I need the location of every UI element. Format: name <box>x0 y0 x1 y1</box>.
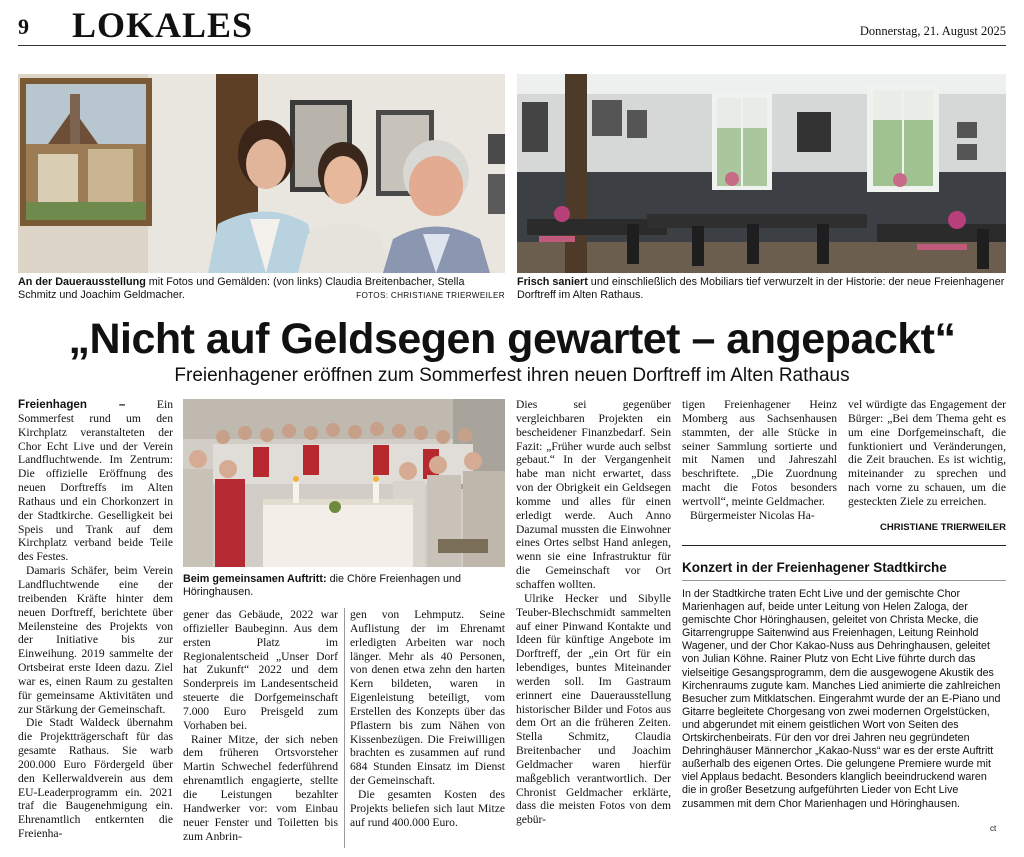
photo-choirs-image <box>183 399 505 567</box>
article-author: CHRISTIANE TRIERWEILER <box>880 522 1006 533</box>
photo-room-caption-lead: Frisch saniert <box>517 276 588 288</box>
photo-exhibition-caption-text: mit Fotos und Gemälden: (von links) Claudia Breitenbacher, Stella Schmitz und Joachim Geldmacher. <box>18 276 465 301</box>
article-paragraph: Die gesamten Kosten des Projekts beliefen sich laut Mitze auf rund 400.000 Euro. <box>350 787 505 829</box>
photo-choirs-caption <box>183 573 505 599</box>
photo-exhibition <box>18 74 505 273</box>
article-paragraph: vel würdigte das Engagement der Bürger: „Bei dem Thema geht es um eine Dorfgemeinschaft, die funktioniert und Veränderungen, die Zeit brauchen. Es ist wichtig, miteinander zu sprechen und nach vorne zu schauen, um die gesteckten Ziele zu erreichen. <box>848 398 1006 508</box>
sidebar-title-rule <box>682 580 1006 581</box>
article-headline: „Nicht auf Geldsegen gewartet – angepackt“ <box>68 315 956 363</box>
article-paragraph <box>18 398 173 564</box>
paragraph-text: Ein Sommerfest rund um den Kirchplatz veranstalteten der Chor Echt Live und der Verein Landfluchtwende. Im Zentrum: Die offizielle Eröffnung des neuen Dorftreffs im Alten Rathaus und ein Chorkonzert in der Stadtkirche. Geselligkeit bei Speis und Trank auf dem Kirchplatz verband beide Teile des Festes. <box>18 398 173 564</box>
dateline: Freienhagen – <box>18 398 126 411</box>
photo-room-caption-text: und einschließlich des Mobiliars tief verwurzelt in der Historie: der neue Freienhagener Dorftreff im Alten Rathaus. <box>517 276 1005 301</box>
article-paragraph: Dies sei gegenüber vergleichbaren Projekten ein bescheidener Finanzbedarf. Sein Fazit: „Früher wurde auch selbst gebaut.“ In der Vergangenheit habe man nicht erwartet, dass von der Obrigkeit ein Geldsegen komme und alles für einen erledigt werde. Auch Anno Dazumal mussten die Einwohner eines Ortes selbst Hand anlegen, wenn sie eine Infrastruktur für die Gemeinschaft vor Ort schaffen wollten. <box>516 398 671 591</box>
article-paragraph: Rainer Mitze, der sich neben dem früheren Ortsvorsteher Martin Schwechel federführend ehrenamtlich engagierte, stellte die Leistungen bezahlter Handwerker vor: vom Einbau neuer Fenster und Toiletten bis zum Anbrin- <box>183 732 338 843</box>
article-column-6 <box>848 398 1006 523</box>
photo-exhibition-caption-lead: An der Dauerausstellung <box>18 276 146 288</box>
article-paragraph: tigen Freienhagener Heinz Momberg aus Sachsenhausen stammten, der alle Stücke in seiner Sammlung sortierte und mit Namen und Jahreszahl beschriftete. „Die Zuordnung macht die Fotos besonders wertvoll“, meinte Geldmacher. <box>682 398 837 508</box>
article-column-1 <box>18 398 173 853</box>
article-paragraph: Bürgermeister Nicolas Ha- <box>690 508 815 522</box>
sidebar-text: In der Stadtkirche traten Echt Live und der gemischte Chor Marienhagen auf, beide unter Leitung von Helen Zaloga, der gemischte Chor Höringhausen, geleitet von Christa Mecke, die Gitarrengruppe Saitenwind aus Freienhagen, Leitung Reinhold Wagener, und der Chor Kakao-Nuss aus Dehringhausen, geleitet von Julian Köhne. Rainer Plutz von Echt Live führte durch das vielseitige Gesangsprogramm, dem die ausgewogene Akustik des Kirchenraums zugute kam. Manches Lied animierte die zahlreichen Besucher zum Mitklatschen. Eingerahmt wurde der an E-Piano und Gitarre begleitete Chorgesang von zwei modernen Orgelstücken, und abgerundet mit einem geistlichen Wort von Seiten des Ortskirchenbeirats. Für den vor drei Jahren neu gegründeten Dehringhäuser Männerchor „Kakao-Nuss“ war es der erste Auftritt außerhalb des eigenen Ortes. Die gelungene Premiere wurde mit viel Applaus bedacht. Besonders klanglich beeindruckend waren die in großer Besetzung aufgeführten Lieder von Echt Live zusammen mit dem Chor Marienhagen und Höringhausen. <box>682 588 1001 810</box>
issue-date: Donnerstag, 21. August 2025 <box>859 24 1006 38</box>
article-paragraph: Ulrike Hecker und Sibylle Teuber-Blechschmidt sammelten auf einer Pinwand Kontakte und Ideen für künftige Angebote im Dorftreff, der „ein Ort für ein lebendiges, buntes Miteinander werden soll. Im Gastraum erinnert eine Dauerausstellung historischer Bilder und Fotos aus dem Ort an die früheren Zeiten. Stella Schmitz, Claudia Breitenbacher und Joachim Geldmacher waren hierfür maßgeblich verantwortlich. Der Chronist Geldmacher erklärte, dass die meisten Fotos von dem gebür- <box>516 591 671 827</box>
sidebar-initials: ct <box>990 824 997 833</box>
photo-dorftreff-room <box>517 74 1006 273</box>
photo-room-image <box>517 74 1006 273</box>
page-number: 9 <box>18 14 29 39</box>
column-divider <box>344 608 345 848</box>
photo-choirs-caption-lead: Beim gemeinsamen Auftritt: <box>183 573 327 585</box>
photo-choirs <box>183 399 505 567</box>
photo-credit: FOTOS: CHRISTIANE TRIERWEILER <box>356 291 505 300</box>
sidebar-title: Konzert in der Freienhagener Stadtkirche <box>682 560 947 575</box>
article-paragraph: Damaris Schäfer, beim Verein Landfluchtwende eine der treibenden Kräfte hinter dem neuen Dorftreff, berichtete über Meilensteine des Projekts von der Initiative bis zur Einweihung. 2019 sammelte der Ortsbeirat erste Ideen dazu. Ziel war es, einen Raum zu gestalten für gemeinsame Aktivitäten und zur Stärkung der Gemeinschaft. <box>18 564 173 716</box>
article-paragraph: gener das Gebäude, 2022 war offizieller Baubeginn. Aus dem ersten Platz im Regionalentscheid „Unser Dorf hat Zukunft“ 2022 und dem Sonderpreis im Landesentscheid steuerte die Dorfgemeinschaft 7.000 Euro Preisgeld zum Vorhaben bei. <box>183 608 338 732</box>
photo-room-caption <box>517 276 1006 302</box>
article-column-3 <box>350 608 505 853</box>
article-subheadline: Freienhagener eröffnen zum Sommerfest ihren neuen Dorftreff im Alten Rathaus <box>174 365 850 386</box>
article-column-5 <box>682 398 837 538</box>
photo-exhibition-image <box>18 74 505 273</box>
header-rule <box>18 45 1006 46</box>
article-paragraph: gen von Lehmputz. Seine Auflistung der im Ehrenamt erledigten Arbeiten war noch länger. Mehr als 40 Personen, von denen etwa zehn den harten Kern bildeten, waren in Eigenleistung beteiligt, vom Erstellen des Konzepts über das Pflastern bis zum Nähen von Kissenbezügen. Die Freiwilligen brachten es zusammen auf rund 684 Stunden Einsatz im Dienst der Gemeinschaft. <box>350 608 505 788</box>
section-title: LOKALES <box>72 5 254 45</box>
sidebar-rule <box>682 545 1006 546</box>
article-paragraph: Die Stadt Waldeck übernahm die Projektträgerschaft für das gesamte Rathaus. Sie warb 200.000 Euro Fördergeld über den Kellerwaldverein aus dem EU-Leaderprogramm ein. 2021 traf die Baugenehmigung ein. Ehrenamtlich entkernten die Freienha- <box>18 716 173 841</box>
photo-choirs-caption-text: die Chöre Freienhagen und Höringhausen. <box>183 573 462 598</box>
article-column-2 <box>183 608 338 853</box>
article-column-4 <box>516 398 671 853</box>
